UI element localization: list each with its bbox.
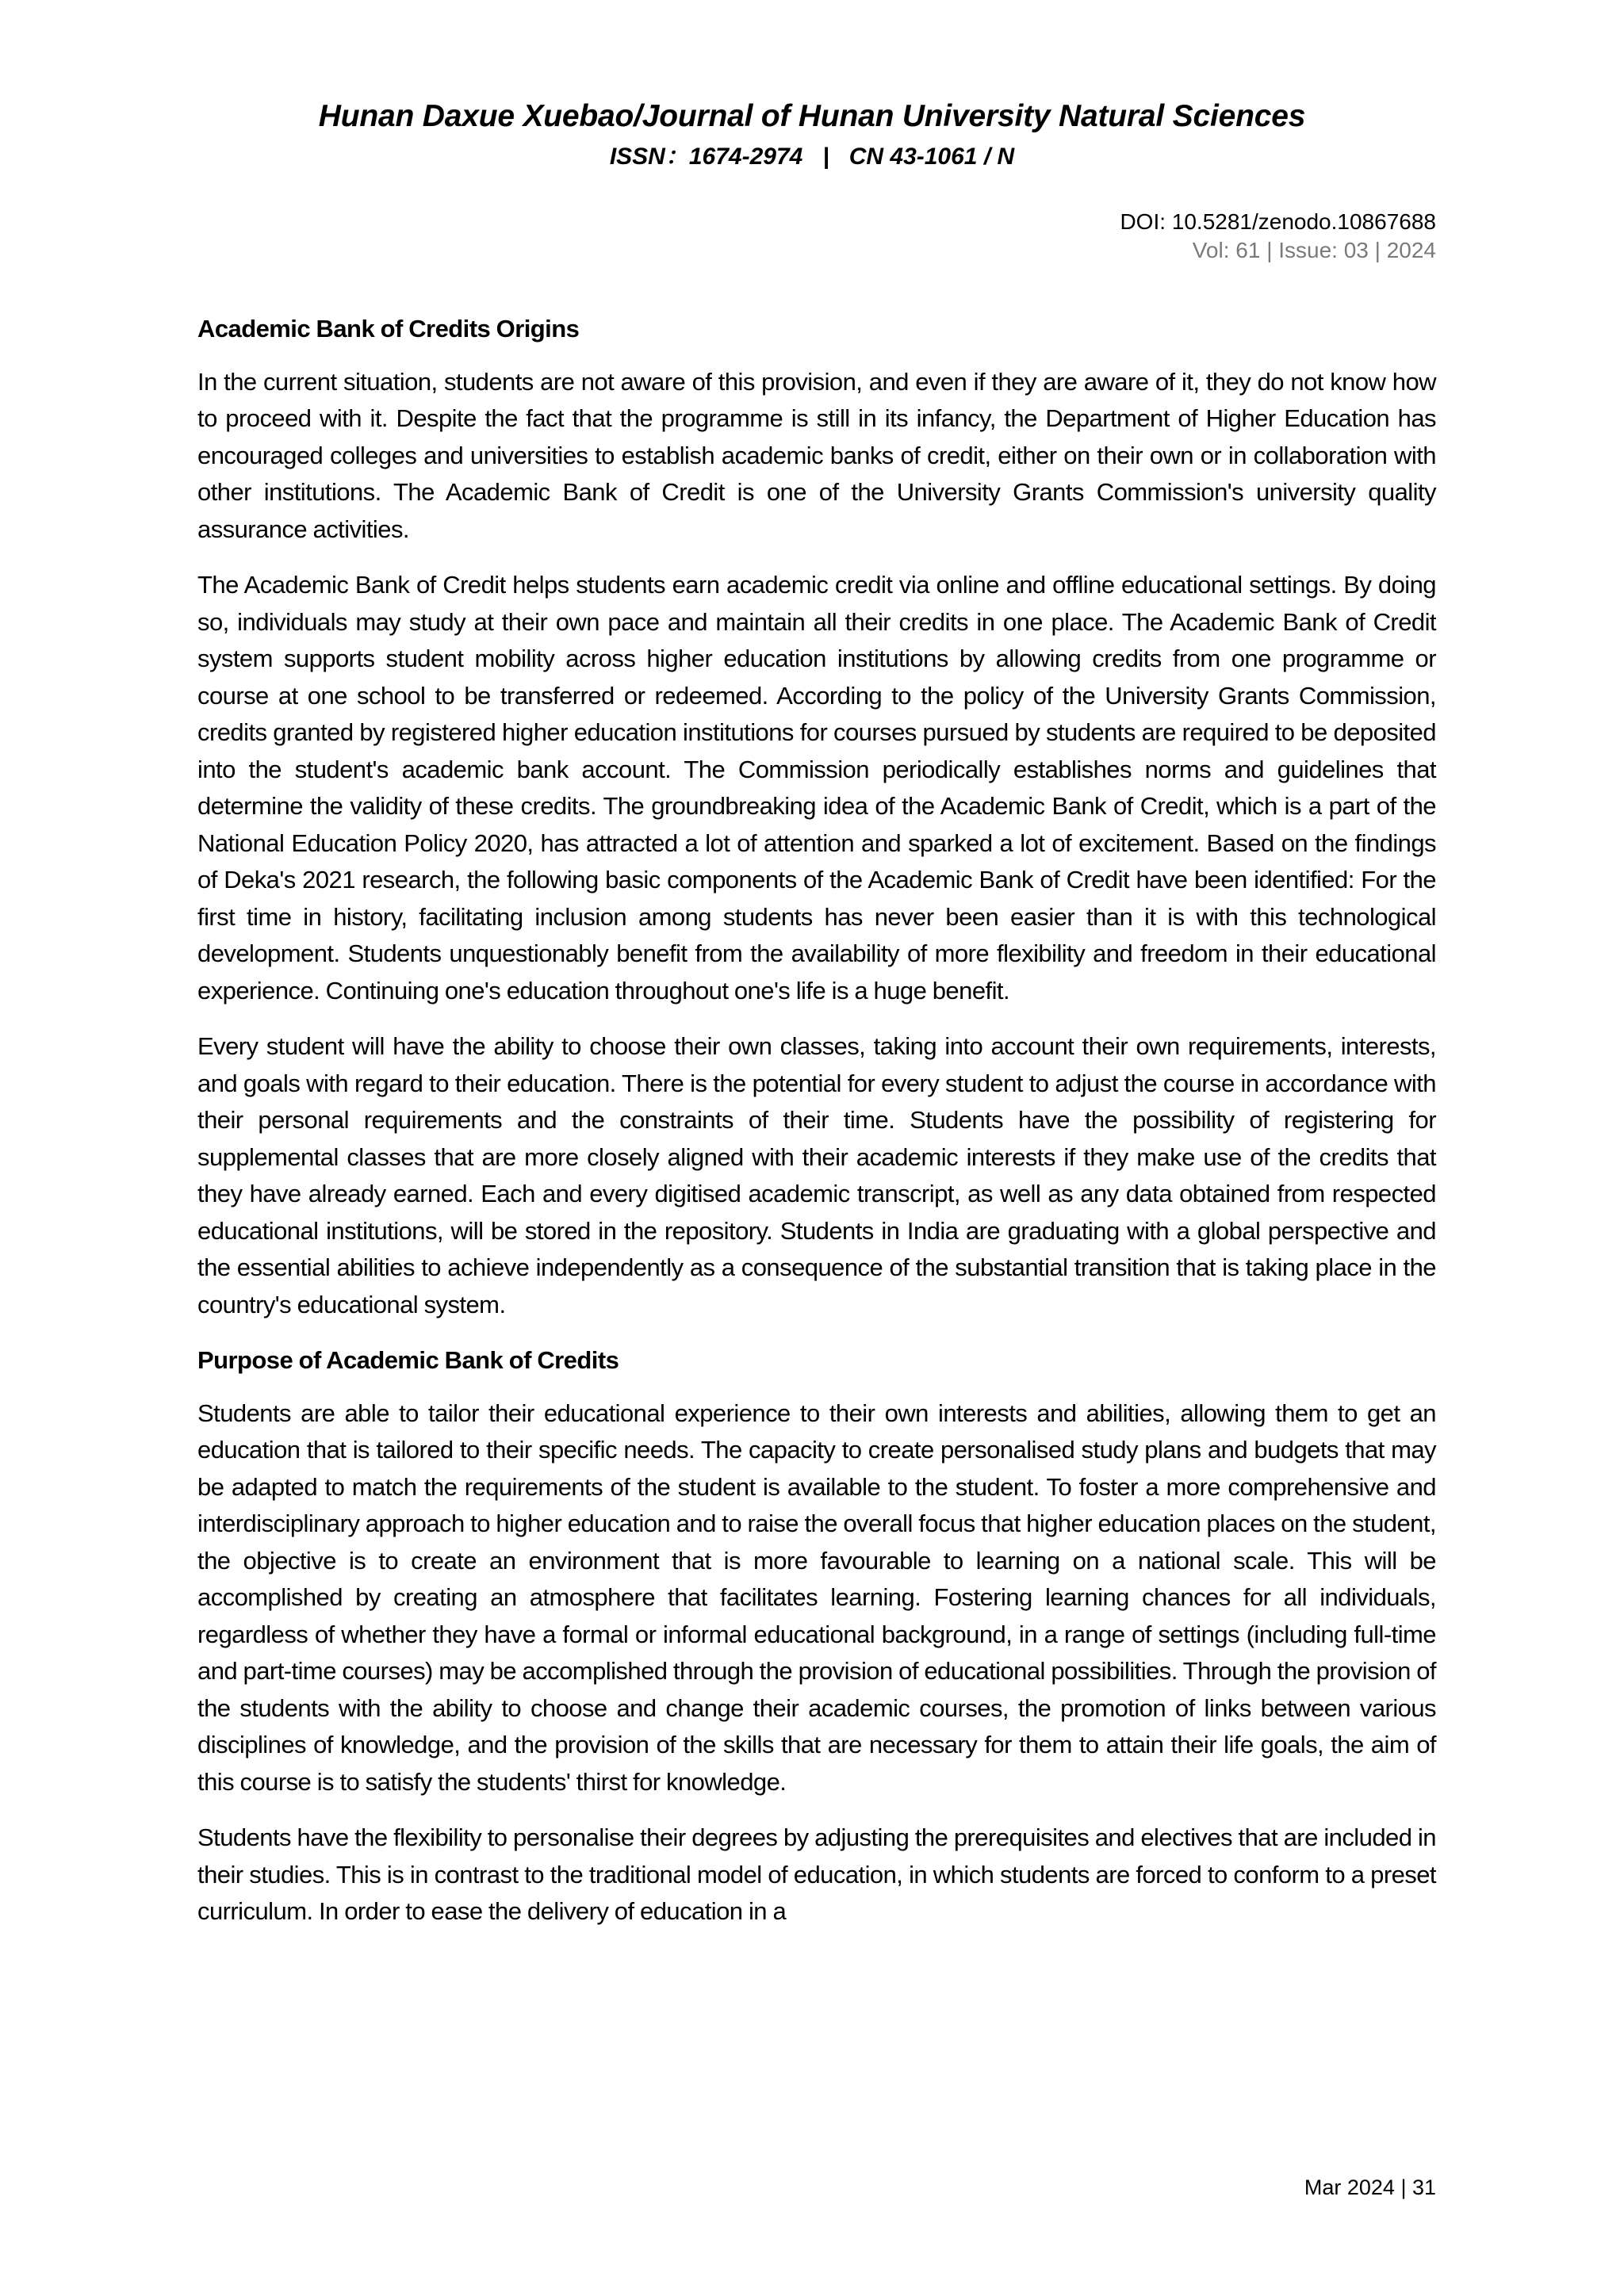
article-body	[197, 311, 1436, 1950]
section-heading: Academic Bank of Credits Origins	[197, 315, 580, 342]
section-purpose	[197, 1342, 1436, 1931]
paragraph: Students are able to tailor their educational experience to their own interests and abilities, allowing them to get an education that is tailored to their specific needs. The capacity to create personalised study plans and budgets that may be adapted to match the requirements of the student is available to the student. To foster a more comprehensive and interdisciplinary approach to higher education and to raise the overall focus that higher education places on the student, the objective is to create an environment that is more favourable to learning on a national scale. This will be accomplished by creating an atmosphere that facilitates learning. Fostering learning chances for all individuals, regardless of whether they have a formal or informal educational background, in a range of settings (including full-time and part-time courses) may be accomplished through the provision of educational possibilities. Through the provision of the students with the ability to choose and change their academic courses, the promotion of links between various disciplines of knowledge, and the provision of the skills that are necessary for them to attain their life goals, the aim of this course is to satisfy the students' thirst for knowledge.	[197, 1399, 1436, 1796]
volume-issue-info: Vol: 61 | Issue: 03 | 2024	[1192, 238, 1436, 262]
page-footer: Mar 2024 | 31	[1304, 2175, 1436, 2199]
paragraph: Students have the flexibility to personalise their degrees by adjusting the prerequisites and electives that are included in their studies. This is in contrast to the traditional model of education, in which students are forced to conform to a preset curriculum. In order to ease the delivery of education in a	[197, 1823, 1436, 1925]
article-meta	[1120, 208, 1436, 265]
section-heading: Purpose of Academic Bank of Credits	[197, 1346, 619, 1374]
journal-title: Hunan Daxue Xuebao/Journal of Hunan University Natural Sciences	[318, 99, 1306, 133]
doi-text: DOI: 10.5281/zenodo.10867688	[1120, 209, 1436, 234]
paragraph: Every student will have the ability to choose their own classes, taking into account their own requirements, interests, and goals with regard to their education. There is the potential for every student to adjust the course in accordance with their personal requirements and the constraints of their time. Students have the possibility of registering for supplemental classes that are more closely aligned with their academic interests if they make use of the credits that they have already earned. Each and every digitised academic transcript, as well as any data obtained from respected educational institutions, will be stored in the repository. Students in India are graduating with a global perspective and the essential abilities to achieve independently as a consequence of the substantial transition that is taking place in the country's educational system.	[197, 1032, 1436, 1318]
paragraph: In the current situation, students are not aware of this provision, and even if they are aware of it, they do not know how to proceed with it. Despite the fact that the programme is still in its infancy, the Department of Higher Education has encouraged colleges and universities to establish academic banks of credit, either on their own or in collaboration with other institutions. The Academic Bank of Credit is one of the University Grants Commission's university quality assurance activities.	[197, 367, 1436, 543]
paragraph: The Academic Bank of Credit helps students earn academic credit via online and offline educational settings. By doing so, individuals may study at their own pace and maintain all their credits in one place. The Academic Bank of Credit system supports student mobility across higher education institutions by allowing credits from one programme or course at one school to be transferred or redeemed. According to the policy of the University Grants Commission, credits granted by registered higher education institutions for courses pursued by students are required to be deposited into the student's academic bank account. The Commission periodically establishes norms and guidelines that determine the validity of these credits. The groundbreaking idea of the Academic Bank of Credit, which is a part of the National Education Policy 2020, has attracted a lot of attention and sparked a lot of excitement. Based on the findings of Deka's 2021 research, the following basic components of the Academic Bank of Credit have been identified: For the first time in history, facilitating inclusion among students has never been easier than it is with this technological development. Students unquestionably benefit from the availability of more flexibility and freedom in their educational experience. Continuing one's education throughout one's life is a huge benefit.	[197, 571, 1436, 1004]
issn-line: ISSN：1674-2974 | CN 43-1061 / N	[609, 144, 1015, 170]
section-origins	[197, 311, 1436, 1323]
